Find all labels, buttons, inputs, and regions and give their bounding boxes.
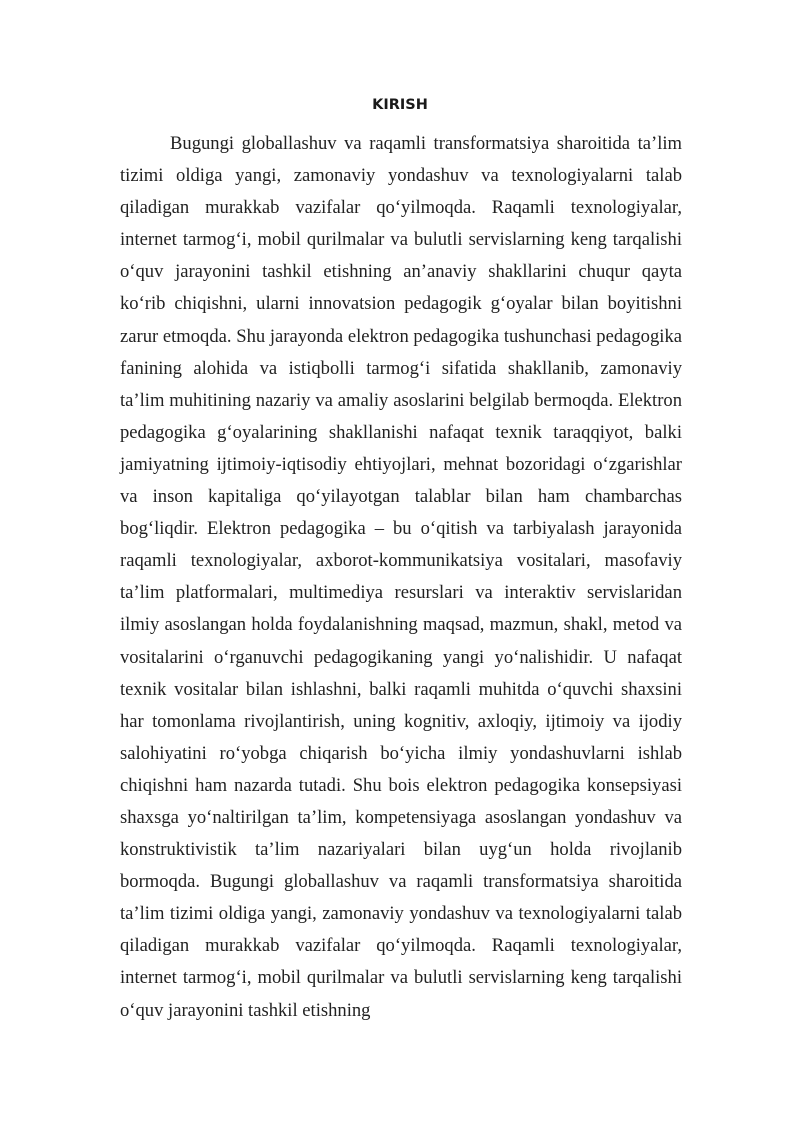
body-paragraph: Bugungi globallashuv va raqamli transformatsiya sharoitida ta’lim tizimi oldiga yangi, zamonaviy yondashuv va texnologiyalarni talab qiladigan murakkab vazifalar qo‘yilmoqda. Raqamli texnologiyalar, internet tarmog‘i, mobil qurilmalar va bulutli servislarning keng tarqalishi o‘quv jarayonini tashkil etishning an’anaviy shakllarini chuqur qayta ko‘rib chiqishni, ularni innovatsion pedagogik g‘oyalar bilan boyitishni zarur etmoqda. Shu jarayonda elektron pedagogika tushunchasi pedagogika fanining alohida va istiqbolli tarmog‘i sifatida shakllanib, zamonaviy ta’lim muhitining nazariy va amaliy asoslarini belgilab bermoqda. Elektron pedagogika g‘oyalarining shakllanishi nafaqat texnik taraqqiyot, balki jamiyatning ijtimoiy-iqtisodiy ehtiyojlari, mehnat bozoridagi o‘zgarishlar va inson kapitaliga qo‘yilayotgan talablar bilan ham chambarchas bog‘liqdir. Elektron pedagogika – bu o‘qitish va tarbiyalash jarayonida raqamli texnologiyalar, axborot-kommunikatsiya vositalari, masofaviy ta’lim platformalari, multimediya resurslari va interaktiv servislaridan ilmiy asoslangan holda foydalanishning maqsad, mazmun, shakl, metod va vositalarini o‘rganuvchi pedagogikaning yangi yo‘nalishidir. U nafaqat texnik vositalar bilan ishlashni, balki raqamli muhitda o‘quvchi shaxsini har tomonlama rivojlantirish, uning kognitiv, axloqiy, ijtimoiy va ijodiy salohiyatini ro‘yobga chiqarish bo‘yicha ilmiy yondashuvlarni ishlab chiqishni ham nazarda tutadi. Shu bois elektron pedagogika konsepsiyasi shaxsga yo‘naltirilgan ta’lim, kompetensiyaga asoslangan yondashuv va konstruktivistik ta’lim nazariyalari bilan uyg‘un holda rivojlanib bormoqda. Bugungi globallashuv va raqamli transformatsiya sharoitida ta’lim tizimi oldiga yangi, zamonaviy yondashuv va texnologiyalarni talab qiladigan murakkab vazifalar qo‘yilmoqda. Raqamli texnologiyalar, internet tarmog‘i, mobil qurilmalar va bulutli servislarning keng tarqalishi o‘quv jarayonini tashkil etishning bbox=[120, 133, 682, 1021]
section-heading: KIRISH bbox=[372, 97, 428, 113]
